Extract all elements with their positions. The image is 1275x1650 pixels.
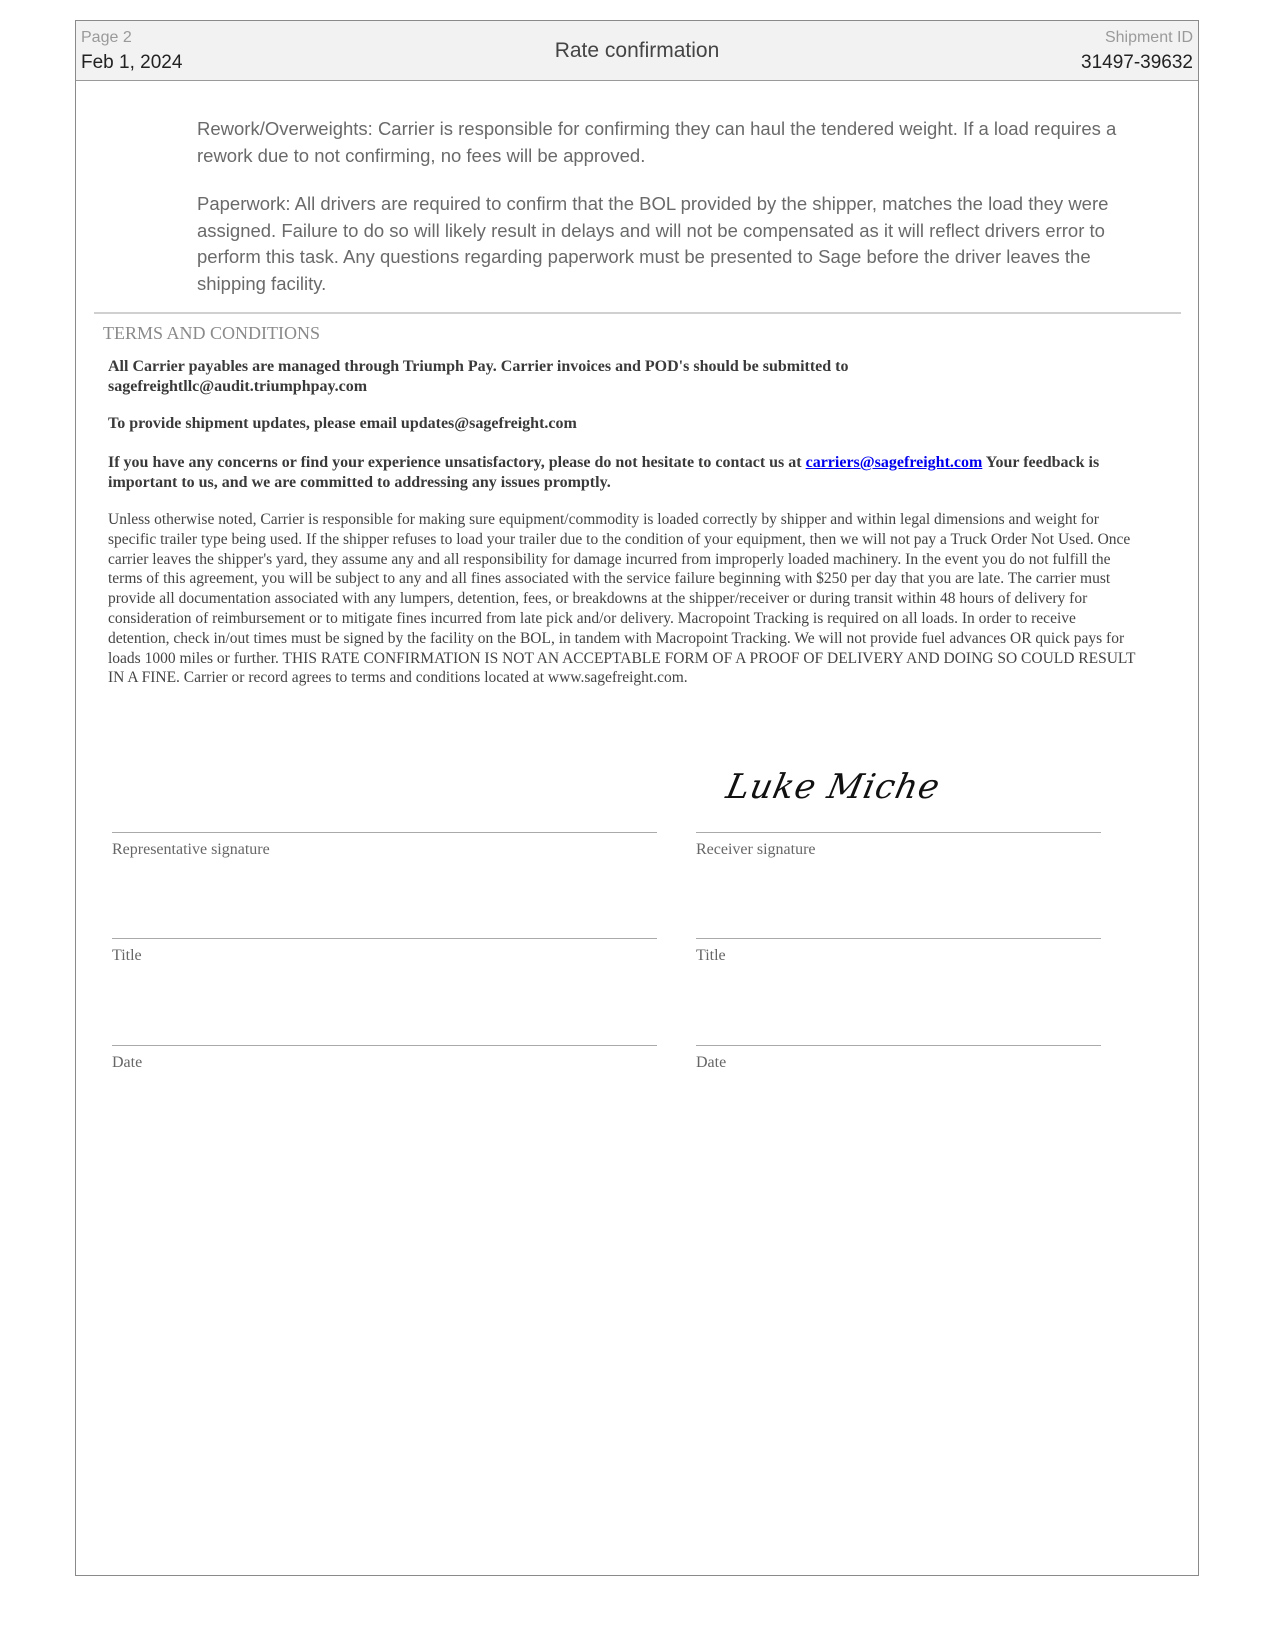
document-page [75, 20, 1199, 1576]
section-divider [94, 312, 1181, 314]
receiver-title-label: Title [696, 947, 726, 964]
document-title: Rate confirmation [554, 39, 720, 62]
payables-notice: All Carrier payables are managed through Triumph Pay. Carrier invoices and POD's should be submitted to sagefreightllc@audit.triumphpay.com [108, 358, 849, 395]
receiver-signature-label: Receiver signature [696, 841, 816, 858]
feedback-text: Your feedback is important to us, and we are committed to addressing any issues promptly. [108, 454, 1100, 491]
rep-title-label: Title [112, 947, 142, 964]
concerns-text: If you have any concerns or find your experience unsatisfactory, please do not hesitate to contact us at [108, 454, 802, 471]
concerns-notice [108, 453, 1128, 493]
rework-policy: Rework/Overweights: Carrier is responsible for confirming they can haul the tendered weight. If a load requires a rework due to not confirming, no fees will be approved. [197, 118, 1117, 166]
terms-body: Unless otherwise noted, Carrier is responsible for making sure equipment/commodity is loaded correctly by shipper and within legal dimensions and weight for specific trailer type being used. If the shipper refuses to load your trailer due to the condition of your equipment, then we will not pay a Truck Order Not Used. Once carrier leaves the shipper's yard, they assume any and all responsibility for damage incurred from improperly loaded machinery. In the event you do not fulfill the terms of this agreement, you will be subject to any and all fines associated with the service failure beginning with $250 per day that you are late. The carrier must provide all documentation associated with any lumpers, detention, fees, or breakdowns at the shipper/receiver or during transit within 48 hours of delivery for consideration of reimbursement or to mitigate fines incurred from late pick and/or delivery. Macropoint Tracking is required on all loads. In order to receive detention, check in/out times must be signed by the facility on the BOL, in tandem with Macropoint Tracking. We will not provide fuel advances OR quick pays for loads 1000 miles or further. THIS RATE CONFIRMATION IS NOT AN ACCEPTABLE FORM OF A PROOF OF DELIVERY AND DOING SO COULD RESULT IN A FINE. Carrier or record agrees to terms and conditions located at www.sagefreight.com. [108, 511, 1136, 687]
carriers-email-link[interactable]: carriers@sagefreight.com [805, 454, 983, 471]
rep-signature-label: Representative signature [112, 841, 270, 858]
receiver-date-label: Date [696, 1054, 727, 1071]
updates-notice: To provide shipment updates, please email updates@sagefreight.com [108, 415, 577, 432]
paperwork-policy: Paperwork: All drivers are required to confirm that the BOL provided by the shipper, matches the load they were assigned. Failure to do so will likely result in delays and will not be compensated as it will reflect drivers error to perform this task. Any questions regarding paperwork must be presented to Sage before the driver leaves the shipping facility. [197, 193, 1109, 294]
rep-signature-line[interactable] [112, 832, 657, 833]
receiver-signature-line[interactable] [696, 832, 1101, 833]
page-header [76, 21, 1198, 81]
receiver-date-line[interactable] [696, 1045, 1101, 1046]
document-date: Feb 1, 2024 [81, 52, 183, 73]
rep-date-line[interactable] [112, 1045, 657, 1046]
shipment-id: 31497-39632 [1081, 52, 1193, 73]
rep-date-label: Date [112, 1054, 143, 1071]
receiver-title-line[interactable] [696, 938, 1101, 939]
page-number: Page 2 [81, 29, 132, 46]
terms-heading: TERMS AND CONDITIONS [103, 323, 321, 343]
rep-title-line[interactable] [112, 938, 657, 939]
receiver-signature: Luke Miche [722, 767, 945, 807]
shipment-id-label: Shipment ID [1104, 29, 1193, 46]
